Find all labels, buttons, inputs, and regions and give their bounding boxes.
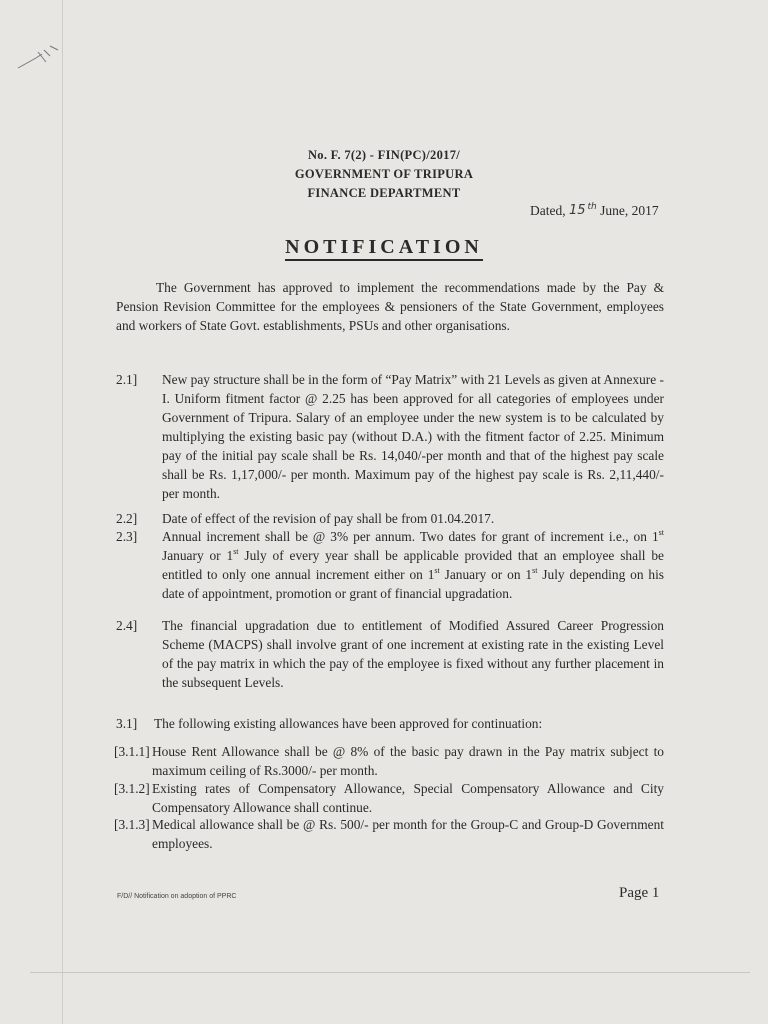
clause-number: 2.2]: [116, 511, 138, 526]
handwritten-day: 15: [568, 203, 586, 218]
scan-bottom-line: [30, 972, 750, 973]
clause-text: The following existing allowances have been approved for continuation:: [154, 716, 543, 731]
clause-number: 2.4]: [116, 618, 138, 633]
clause-text: Annual increment shall be @ 3% per annum. Two dates for grant of increment i.e., on 1st January or 1st July of every year shall be applicable provided that an employee shall be entitled to only one annual increment either on 1st January or on 1st July depending on his date of appointment, promotion or grant of financial upgradation.: [162, 528, 665, 601]
clause-text: Date of effect of the revision of pay shall be from 01.04.2017.: [162, 511, 495, 526]
handwritten-day-suffix: th: [587, 202, 597, 212]
issue-date: [530, 202, 659, 219]
department-name: FINANCE DEPARTMENT: [307, 186, 461, 200]
subclause-text: Existing rates of Compensatory Allowance, Special Compensatory Allowance and City Compensatory Allowance shall continue.: [152, 781, 664, 815]
clause-text: New pay structure shall be in the form of “Pay Matrix” with 21 Levels as given at Annexure - I. Uniform fitment factor @ 2.25 has been approved for all categories of employees under Government of Tripura. Salary of an employee under the new system is to be calculated by multiplying the existing basic pay (without D.A.) with the fitment factor of 2.25. Minimum pay of the initial pay scale shall be Rs. 14,040/-per month and that of the highest pay scale shall be Rs. 1,17,000/- per month. Maximum pay of the highest pay scale is Rs. 2,11,440/- per month.: [162, 372, 665, 501]
clause-2-1: [116, 370, 664, 503]
dated-label: Dated,: [530, 203, 566, 218]
subclause-text: House Rent Allowance shall be @ 8% of the basic pay drawn in the Pay matrix subject to maximum ceiling of Rs.3000/- per month.: [152, 744, 664, 778]
clause-number: 3.1]: [116, 716, 138, 731]
clause-2-2: [116, 509, 664, 528]
subclause-3-1-1: [116, 742, 664, 780]
footer-file-reference: F/D// Notification on adoption of PPRC: [117, 893, 237, 900]
clause-number: 2.3]: [116, 529, 138, 544]
subclause-number: [3.1.2]: [114, 781, 150, 796]
subclause-3-1-2: [116, 779, 664, 817]
clause-3-1: [116, 714, 664, 733]
clause-2-4: [116, 616, 664, 692]
subclause-3-1-3: [116, 815, 664, 853]
pen-mark-icon: [14, 40, 74, 80]
subclause-number: [3.1.1]: [114, 744, 150, 759]
page-title: [0, 236, 768, 259]
title-text: NOTIFICATION: [285, 236, 483, 261]
reference-number: No. F. 7(2) - FIN(PC)/2017/: [307, 148, 461, 162]
page-number: Page 1: [619, 885, 660, 901]
intro-paragraph: The Government has approved to implement the recommendations made by the Pay & Pension Revision Committee for the employees & pensioners of the State Government, employees and workers of State Govt. establishments, PSUs and other organisations.: [116, 280, 664, 333]
clause-text: The financial upgradation due to entitlement of Modified Assured Career Progression Scheme (MACPS) shall involve grant of one increment at existing rate in the existing Level of the pay matrix in which the pay of the employee is fixed without any further placement in the subsequent Levels.: [162, 618, 664, 690]
subclause-number: [3.1.3]: [114, 817, 150, 832]
clause-2-3: [116, 527, 664, 603]
dated-month-year: June, 2017: [600, 203, 659, 218]
government-name: GOVERNMENT OF TRIPURA: [294, 167, 474, 181]
clause-number: 2.1]: [116, 372, 138, 387]
subclause-text: Medical allowance shall be @ Rs. 500/- per month for the Group-C and Group-D Government employees.: [152, 817, 664, 851]
